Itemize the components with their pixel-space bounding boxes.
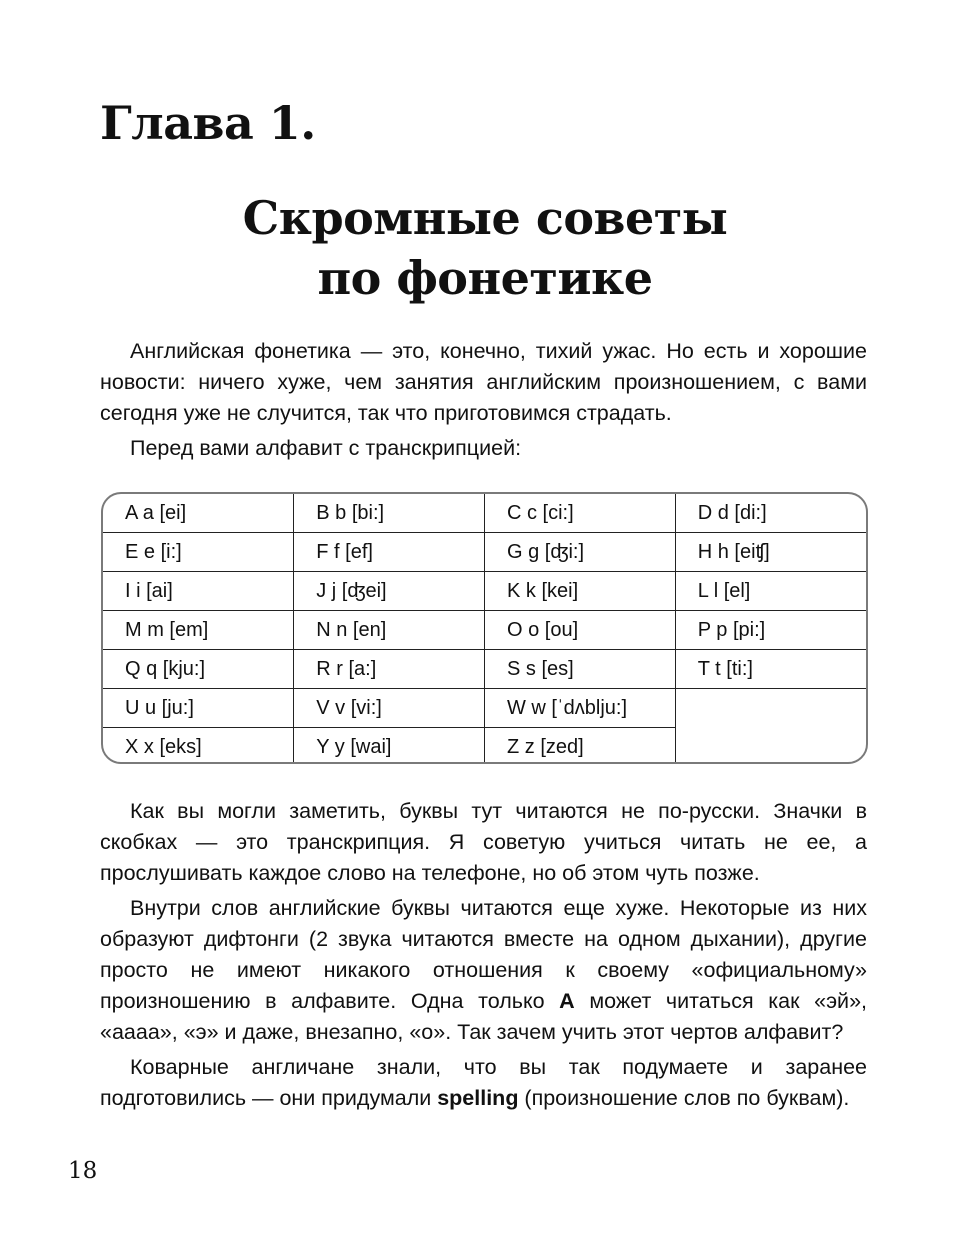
table-cell: I i [ai] bbox=[103, 572, 294, 611]
paragraph bbox=[100, 893, 867, 1048]
table-cell: W w [ˈdʌblju:] bbox=[485, 689, 676, 728]
table-cell: D d [di:] bbox=[675, 494, 866, 533]
chapter-title bbox=[160, 188, 810, 308]
bold-letter: А bbox=[559, 989, 575, 1013]
table-cell: Y y [wai] bbox=[294, 728, 485, 765]
table-cell: O o [ou] bbox=[485, 611, 676, 650]
text-run: Коварные англичане знали, что вы так подумаете и заранее подготовились — они придумали bbox=[100, 1055, 867, 1110]
chapter-title-line: Скромные советы bbox=[242, 191, 728, 245]
table-cell: Z z [zed] bbox=[485, 728, 676, 765]
intro-text bbox=[100, 336, 867, 468]
table-cell: K k [kei] bbox=[485, 572, 676, 611]
paragraph: Английская фонетика — это, конечно, тихий ужас. Но есть и хорошие новости: ничего хуже, чем занятия английским произношением, с вами сегодня уже не случится, так что приготовимся страдать. bbox=[100, 339, 867, 425]
paragraph bbox=[100, 1052, 867, 1114]
table-row bbox=[103, 650, 866, 689]
table-cell: B b [bi:] bbox=[294, 494, 485, 533]
table-row bbox=[103, 611, 866, 650]
table-cell: P p [pi:] bbox=[675, 611, 866, 650]
text-run: может читаться как «эй», «аааа», «э» и даже, внезапно, «о». Так зачем учить этот чертов алфавит? bbox=[100, 989, 867, 1044]
table-cell: M m [em] bbox=[103, 611, 294, 650]
bold-term: spelling bbox=[437, 1086, 519, 1110]
chapter-title-line: по фонетике bbox=[317, 251, 653, 305]
table-cell: J j [ʤei] bbox=[294, 572, 485, 611]
table-cell: Q q [kju:] bbox=[103, 650, 294, 689]
body-text bbox=[100, 796, 867, 1118]
table-cell: V v [vi:] bbox=[294, 689, 485, 728]
table-row bbox=[103, 689, 866, 728]
table-cell: E e [i:] bbox=[103, 533, 294, 572]
table-cell: T t [ti:] bbox=[675, 650, 866, 689]
table-cell: S s [es] bbox=[485, 650, 676, 689]
table-row bbox=[103, 572, 866, 611]
table-row bbox=[103, 533, 866, 572]
paragraph: Как вы могли заметить, буквы тут читаются не по-русски. Значки в скобках — это транскрипция. Я советую учиться читать не ее, а прослушивать каждое слово на телефоне, но об этом чуть позже. bbox=[100, 799, 867, 885]
table-cell: R r [a:] bbox=[294, 650, 485, 689]
table-cell: L l [el] bbox=[675, 572, 866, 611]
table-cell: U u [ju:] bbox=[103, 689, 294, 728]
table-cell: N n [en] bbox=[294, 611, 485, 650]
table-cell: X x [eks] bbox=[103, 728, 294, 765]
chapter-label: Глава 1. bbox=[100, 96, 316, 150]
text-run: (произношение слов по буквам). bbox=[518, 1086, 850, 1110]
table-cell: G g [ʤi:] bbox=[485, 533, 676, 572]
paragraph: Перед вами алфавит с транскрипцией: bbox=[130, 436, 522, 460]
text-run: Внутри слов английские буквы читаются еще хуже. Некоторые из них образуют дифтонги (2 звука читаются вместе на одном дыхании), другие просто не имеют никакого отношения к своему «официальному» произношению в алфавите. Одна только bbox=[100, 896, 867, 1013]
table-cell: A a [ei] bbox=[103, 494, 294, 533]
table-cell: C c [ci:] bbox=[485, 494, 676, 533]
table-cell: F f [ef] bbox=[294, 533, 485, 572]
table-row bbox=[103, 494, 866, 533]
page-number: 18 bbox=[68, 1158, 98, 1184]
table-cell-empty bbox=[675, 689, 866, 765]
table-cell: H h [eiʧ] bbox=[675, 533, 866, 572]
alphabet-table bbox=[101, 492, 868, 764]
